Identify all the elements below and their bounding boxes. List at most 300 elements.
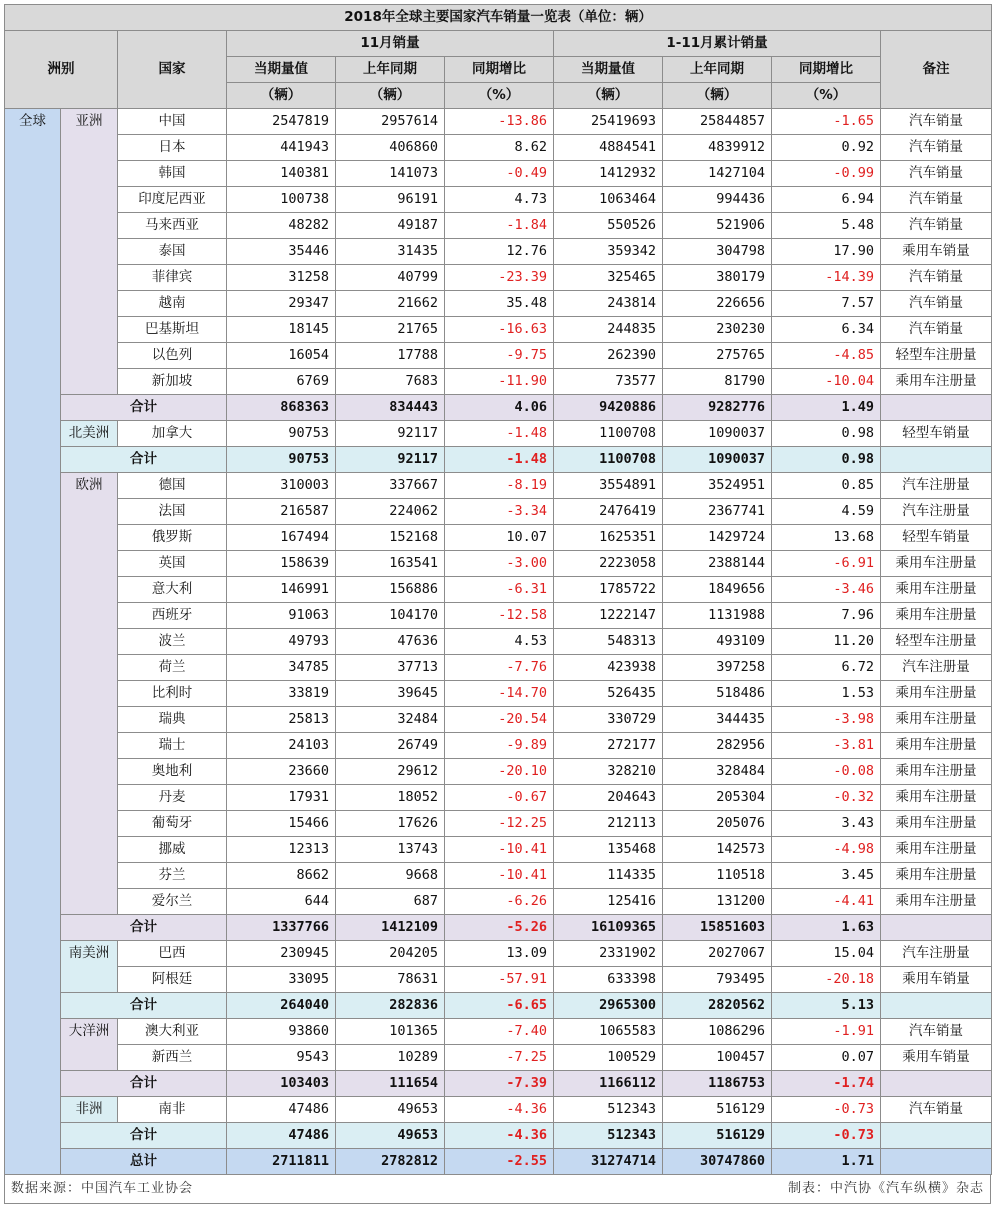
ytd-current-cell: 328210 (554, 759, 663, 785)
nov-current-cell: 93860 (227, 1019, 336, 1045)
notes-cell: 轻型车销量 (881, 525, 992, 551)
subtotal-ytd-current: 2965300 (554, 993, 663, 1019)
country-cell: 菲律宾 (118, 265, 227, 291)
country-cell: 比利时 (118, 681, 227, 707)
nov-yoy-cell: -1.84 (445, 213, 554, 239)
nov-yoy-cell: -12.25 (445, 811, 554, 837)
table-row (5, 811, 992, 837)
ytd-lastyear-cell: 230230 (663, 317, 772, 343)
ytd-yoy-cell: 4.59 (772, 499, 881, 525)
nov-lastyear-cell: 152168 (336, 525, 445, 551)
data-source: 数据来源：中国汽车工业协会 (11, 1181, 194, 1196)
table-row (5, 239, 992, 265)
nov-yoy-cell: -10.41 (445, 837, 554, 863)
ytd-lastyear-cell: 2027067 (663, 941, 772, 967)
subtotal-ytd-current: 1166112 (554, 1071, 663, 1097)
table-row (5, 655, 992, 681)
subtotal-ytd-lastyear: 516129 (663, 1123, 772, 1149)
country-cell: 芬兰 (118, 863, 227, 889)
nov-current-cell: 15466 (227, 811, 336, 837)
global-cell: 全球 (5, 109, 61, 1175)
subtotal-nov-lastyear: 1412109 (336, 915, 445, 941)
country-cell: 丹麦 (118, 785, 227, 811)
ytd-current-unit: （辆） (554, 83, 663, 109)
nov-yoy-cell: -57.91 (445, 967, 554, 993)
nov-current-cell: 18145 (227, 317, 336, 343)
subtotal-notes (881, 915, 992, 941)
notes-cell: 汽车销量 (881, 1097, 992, 1123)
ytd-lastyear-cell: 1849656 (663, 577, 772, 603)
nov-yoy-cell: -7.25 (445, 1045, 554, 1071)
table-header (5, 5, 992, 109)
ytd-current-cell: 135468 (554, 837, 663, 863)
subtotal-ytd-yoy: 0.98 (772, 447, 881, 473)
table-row (5, 577, 992, 603)
ytd-current-cell: 633398 (554, 967, 663, 993)
ytd-lastyear-cell: 793495 (663, 967, 772, 993)
ytd-lastyear-cell: 516129 (663, 1097, 772, 1123)
ytd-current-cell: 25419693 (554, 109, 663, 135)
country-cell: 南非 (118, 1097, 227, 1123)
nov-lastyear-cell: 96191 (336, 187, 445, 213)
ytd-lastyear-cell: 131200 (663, 889, 772, 915)
nov-lastyear-header: 上年同期 (336, 57, 445, 83)
subtotal-notes (881, 447, 992, 473)
nov-yoy-cell: 12.76 (445, 239, 554, 265)
nov-lastyear-cell: 26749 (336, 733, 445, 759)
country-cell: 德国 (118, 473, 227, 499)
ytd-yoy-cell: 7.96 (772, 603, 881, 629)
nov-current-cell: 35446 (227, 239, 336, 265)
ytd-yoy-cell: -0.32 (772, 785, 881, 811)
notes-cell: 汽车销量 (881, 213, 992, 239)
ytd-lastyear-cell: 4839912 (663, 135, 772, 161)
subtotal-ytd-yoy: 1.63 (772, 915, 881, 941)
ytd-current-cell: 1100708 (554, 421, 663, 447)
country-cell: 波兰 (118, 629, 227, 655)
ytd-current-cell: 2331902 (554, 941, 663, 967)
subtotal-nov-current: 1337766 (227, 915, 336, 941)
table-row (5, 109, 992, 135)
notes-cell: 汽车销量 (881, 291, 992, 317)
country-cell: 英国 (118, 551, 227, 577)
table-row (5, 551, 992, 577)
nov-current-cell: 31258 (227, 265, 336, 291)
total-ytd-yoy: 1.71 (772, 1149, 881, 1175)
nov-current-cell: 23660 (227, 759, 336, 785)
nov-yoy-cell: 4.53 (445, 629, 554, 655)
nov-current-unit: （辆） (227, 83, 336, 109)
nov-lastyear-cell: 224062 (336, 499, 445, 525)
ytd-yoy-cell: 0.85 (772, 473, 881, 499)
nov-lastyear-cell: 406860 (336, 135, 445, 161)
ytd-current-cell: 2223058 (554, 551, 663, 577)
nov-lastyear-cell: 31435 (336, 239, 445, 265)
subtotal-nov-current: 90753 (227, 447, 336, 473)
ytd-lastyear-cell: 493109 (663, 629, 772, 655)
ytd-yoy-cell: 15.04 (772, 941, 881, 967)
ytd-lastyear-cell: 205076 (663, 811, 772, 837)
table-row (5, 499, 992, 525)
table-row (5, 421, 992, 447)
nov-yoy-cell: -12.58 (445, 603, 554, 629)
nov-current-cell: 49793 (227, 629, 336, 655)
nov-yoy-cell: -3.34 (445, 499, 554, 525)
country-cell: 韩国 (118, 161, 227, 187)
nov-yoy-cell: 4.73 (445, 187, 554, 213)
ytd-current-cell: 243814 (554, 291, 663, 317)
ytd-lastyear-cell: 2388144 (663, 551, 772, 577)
country-cell: 泰国 (118, 239, 227, 265)
ytd-yoy-cell: 13.68 (772, 525, 881, 551)
ytd-lastyear-cell: 1427104 (663, 161, 772, 187)
nov-yoy-cell: 35.48 (445, 291, 554, 317)
notes-header: 备注 (881, 31, 992, 109)
ytd-lastyear-cell: 25844857 (663, 109, 772, 135)
nov-yoy-cell: -0.67 (445, 785, 554, 811)
ytd-yoy-cell: -20.18 (772, 967, 881, 993)
nov-lastyear-cell: 101365 (336, 1019, 445, 1045)
nov-current-cell: 17931 (227, 785, 336, 811)
ytd-yoy-cell: -3.81 (772, 733, 881, 759)
table-row (5, 941, 992, 967)
table-row (5, 733, 992, 759)
nov-lastyear-cell: 13743 (336, 837, 445, 863)
notes-cell: 汽车注册量 (881, 499, 992, 525)
notes-cell: 乘用车注册量 (881, 759, 992, 785)
ytd-yoy-cell: -1.91 (772, 1019, 881, 1045)
notes-cell: 乘用车注册量 (881, 889, 992, 915)
table-row (5, 863, 992, 889)
subtotal-label: 合计 (61, 447, 227, 473)
subtotal-nov-yoy: -5.26 (445, 915, 554, 941)
total-nov-current: 2711811 (227, 1149, 336, 1175)
country-cell: 马来西亚 (118, 213, 227, 239)
ytd-current-cell: 100529 (554, 1045, 663, 1071)
nov-lastyear-cell: 7683 (336, 369, 445, 395)
nov-group-header: 11月销量 (227, 31, 554, 57)
ytd-lastyear-cell: 1429724 (663, 525, 772, 551)
ytd-current-cell: 204643 (554, 785, 663, 811)
nov-current-cell: 310003 (227, 473, 336, 499)
nov-yoy-cell: -16.63 (445, 317, 554, 343)
country-cell: 澳大利亚 (118, 1019, 227, 1045)
continent-cell: 南美洲 (61, 941, 118, 993)
table-row (5, 785, 992, 811)
country-cell: 挪威 (118, 837, 227, 863)
notes-cell: 乘用车销量 (881, 239, 992, 265)
table-row (5, 135, 992, 161)
ytd-yoy-cell: -3.98 (772, 707, 881, 733)
subtotal-notes (881, 993, 992, 1019)
nov-lastyear-cell: 337667 (336, 473, 445, 499)
ytd-yoy-cell: 0.92 (772, 135, 881, 161)
ytd-current-cell: 512343 (554, 1097, 663, 1123)
ytd-lastyear-cell: 397258 (663, 655, 772, 681)
nov-lastyear-cell: 10289 (336, 1045, 445, 1071)
subtotal-row (5, 447, 992, 473)
ytd-lastyear-cell: 304798 (663, 239, 772, 265)
nov-yoy-cell: 8.62 (445, 135, 554, 161)
nov-current-cell: 230945 (227, 941, 336, 967)
notes-cell: 乘用车注册量 (881, 577, 992, 603)
nov-current-cell: 29347 (227, 291, 336, 317)
nov-current-cell: 47486 (227, 1097, 336, 1123)
ytd-yoy-cell: -0.73 (772, 1097, 881, 1123)
nov-current-cell: 140381 (227, 161, 336, 187)
nov-lastyear-cell: 104170 (336, 603, 445, 629)
notes-cell: 汽车注册量 (881, 941, 992, 967)
nov-lastyear-cell: 78631 (336, 967, 445, 993)
country-cell: 葡萄牙 (118, 811, 227, 837)
table-row (5, 681, 992, 707)
ytd-yoy-cell: 3.45 (772, 863, 881, 889)
nov-yoy-cell: 13.09 (445, 941, 554, 967)
subtotal-ytd-lastyear: 1090037 (663, 447, 772, 473)
country-cell: 加拿大 (118, 421, 227, 447)
nov-lastyear-cell: 37713 (336, 655, 445, 681)
subtotal-nov-yoy: 4.06 (445, 395, 554, 421)
table-footer (4, 1175, 991, 1204)
table-maker: 制表：中汽协《汽车纵横》杂志 (787, 1181, 984, 1196)
ytd-current-header: 当期量值 (554, 57, 663, 83)
ytd-yoy-unit: （%） (772, 83, 881, 109)
nov-lastyear-cell: 29612 (336, 759, 445, 785)
nov-lastyear-cell: 49187 (336, 213, 445, 239)
ytd-current-cell: 212113 (554, 811, 663, 837)
ytd-yoy-cell: 0.07 (772, 1045, 881, 1071)
ytd-current-cell: 3554891 (554, 473, 663, 499)
nov-current-cell: 25813 (227, 707, 336, 733)
subtotal-label: 合计 (61, 915, 227, 941)
nov-current-cell: 24103 (227, 733, 336, 759)
subtotal-nov-yoy: -6.65 (445, 993, 554, 1019)
ytd-yoy-cell: -4.98 (772, 837, 881, 863)
nov-current-cell: 441943 (227, 135, 336, 161)
subtotal-ytd-yoy: 1.49 (772, 395, 881, 421)
subtotal-nov-lastyear: 282836 (336, 993, 445, 1019)
ytd-lastyear-cell: 994436 (663, 187, 772, 213)
subtotal-ytd-lastyear: 2820562 (663, 993, 772, 1019)
subtotal-nov-current: 47486 (227, 1123, 336, 1149)
country-cell: 新加坡 (118, 369, 227, 395)
ytd-lastyear-cell: 1131988 (663, 603, 772, 629)
nov-yoy-cell: -7.40 (445, 1019, 554, 1045)
table-row (5, 1097, 992, 1123)
subtotal-row (5, 915, 992, 941)
notes-cell: 汽车销量 (881, 265, 992, 291)
ytd-yoy-cell: -3.46 (772, 577, 881, 603)
country-cell: 瑞典 (118, 707, 227, 733)
nov-lastyear-cell: 2957614 (336, 109, 445, 135)
ytd-lastyear-cell: 205304 (663, 785, 772, 811)
subtotal-nov-lastyear: 834443 (336, 395, 445, 421)
ytd-yoy-cell: -1.65 (772, 109, 881, 135)
sales-sheet (4, 4, 991, 1204)
ytd-yoy-header: 同期增比 (772, 57, 881, 83)
subtotal-ytd-current: 512343 (554, 1123, 663, 1149)
notes-cell: 轻型车注册量 (881, 629, 992, 655)
continent-cell: 欧洲 (61, 473, 118, 915)
ytd-current-cell: 548313 (554, 629, 663, 655)
nov-yoy-cell: -6.26 (445, 889, 554, 915)
subtotal-label: 合计 (61, 1071, 227, 1097)
notes-cell: 乘用车注册量 (881, 733, 992, 759)
grand-total-row (5, 1149, 992, 1175)
nov-current-cell: 16054 (227, 343, 336, 369)
ytd-current-cell: 325465 (554, 265, 663, 291)
ytd-current-cell: 114335 (554, 863, 663, 889)
nov-current-cell: 216587 (227, 499, 336, 525)
subtotal-ytd-lastyear: 15851603 (663, 915, 772, 941)
nov-lastyear-unit: （辆） (336, 83, 445, 109)
nov-current-cell: 167494 (227, 525, 336, 551)
subtotal-ytd-yoy: -0.73 (772, 1123, 881, 1149)
total-label: 总计 (61, 1149, 227, 1175)
subtotal-row (5, 1123, 992, 1149)
ytd-lastyear-cell: 81790 (663, 369, 772, 395)
ytd-yoy-cell: 6.94 (772, 187, 881, 213)
ytd-yoy-cell: 17.90 (772, 239, 881, 265)
table-row (5, 525, 992, 551)
subtotal-ytd-lastyear: 9282776 (663, 395, 772, 421)
subtotal-notes (881, 1071, 992, 1097)
subtotal-nov-yoy: -7.39 (445, 1071, 554, 1097)
nov-lastyear-cell: 21662 (336, 291, 445, 317)
nov-current-cell: 8662 (227, 863, 336, 889)
table-title: 2018年全球主要国家汽车销量一览表（单位：辆） (5, 5, 992, 31)
nov-lastyear-cell: 21765 (336, 317, 445, 343)
continent-cell: 非洲 (61, 1097, 118, 1123)
table-row (5, 369, 992, 395)
subtotal-ytd-yoy: 5.13 (772, 993, 881, 1019)
ytd-yoy-cell: 5.48 (772, 213, 881, 239)
nov-lastyear-cell: 18052 (336, 785, 445, 811)
subtotal-nov-lastyear: 111654 (336, 1071, 445, 1097)
nov-lastyear-cell: 156886 (336, 577, 445, 603)
ytd-yoy-cell: -0.99 (772, 161, 881, 187)
ytd-lastyear-header: 上年同期 (663, 57, 772, 83)
ytd-yoy-cell: 11.20 (772, 629, 881, 655)
nov-lastyear-cell: 17788 (336, 343, 445, 369)
ytd-lastyear-cell: 1086296 (663, 1019, 772, 1045)
table-body (5, 109, 992, 1175)
notes-cell: 汽车销量 (881, 1019, 992, 1045)
ytd-current-cell: 1063464 (554, 187, 663, 213)
notes-cell: 乘用车销量 (881, 1045, 992, 1071)
ytd-lastyear-cell: 328484 (663, 759, 772, 785)
country-cell: 荷兰 (118, 655, 227, 681)
subtotal-notes (881, 1123, 992, 1149)
notes-cell: 汽车销量 (881, 135, 992, 161)
nov-yoy-cell: -1.48 (445, 421, 554, 447)
country-cell: 新西兰 (118, 1045, 227, 1071)
total-nov-lastyear: 2782812 (336, 1149, 445, 1175)
nov-yoy-cell: -6.31 (445, 577, 554, 603)
notes-cell: 乘用车销量 (881, 967, 992, 993)
table-row (5, 1045, 992, 1071)
country-cell: 法国 (118, 499, 227, 525)
ytd-current-cell: 359342 (554, 239, 663, 265)
ytd-lastyear-cell: 226656 (663, 291, 772, 317)
table-row (5, 707, 992, 733)
nov-current-cell: 33095 (227, 967, 336, 993)
nov-current-cell: 2547819 (227, 109, 336, 135)
table-row (5, 213, 992, 239)
total-notes (881, 1149, 992, 1175)
country-cell: 日本 (118, 135, 227, 161)
nov-current-cell: 9543 (227, 1045, 336, 1071)
country-cell: 西班牙 (118, 603, 227, 629)
ytd-current-cell: 4884541 (554, 135, 663, 161)
notes-cell: 轻型车注册量 (881, 343, 992, 369)
subtotal-nov-current: 868363 (227, 395, 336, 421)
nov-current-cell: 644 (227, 889, 336, 915)
table-row (5, 759, 992, 785)
nov-yoy-cell: -13.86 (445, 109, 554, 135)
ytd-current-cell: 330729 (554, 707, 663, 733)
ytd-yoy-cell: -10.04 (772, 369, 881, 395)
ytd-current-cell: 1625351 (554, 525, 663, 551)
country-cell: 瑞士 (118, 733, 227, 759)
nov-yoy-cell: -4.36 (445, 1097, 554, 1123)
continent-cell: 北美洲 (61, 421, 118, 447)
table-row (5, 187, 992, 213)
notes-cell: 汽车销量 (881, 187, 992, 213)
total-ytd-lastyear: 30747860 (663, 1149, 772, 1175)
nov-lastyear-cell: 9668 (336, 863, 445, 889)
notes-cell: 乘用车注册量 (881, 603, 992, 629)
subtotal-nov-lastyear: 49653 (336, 1123, 445, 1149)
table-row (5, 161, 992, 187)
nov-yoy-cell: -20.54 (445, 707, 554, 733)
ytd-yoy-cell: 6.34 (772, 317, 881, 343)
nov-lastyear-cell: 17626 (336, 811, 445, 837)
ytd-lastyear-cell: 3524951 (663, 473, 772, 499)
notes-cell: 汽车销量 (881, 161, 992, 187)
sales-table (4, 4, 992, 1175)
nov-yoy-unit: （%） (445, 83, 554, 109)
ytd-current-cell: 2476419 (554, 499, 663, 525)
ytd-yoy-cell: 6.72 (772, 655, 881, 681)
table-row (5, 265, 992, 291)
nov-current-cell: 33819 (227, 681, 336, 707)
ytd-current-cell: 1222147 (554, 603, 663, 629)
subtotal-label: 合计 (61, 395, 227, 421)
subtotal-ytd-current: 1100708 (554, 447, 663, 473)
nov-lastyear-cell: 40799 (336, 265, 445, 291)
nov-lastyear-cell: 47636 (336, 629, 445, 655)
nov-yoy-cell: -0.49 (445, 161, 554, 187)
notes-cell: 乘用车注册量 (881, 837, 992, 863)
ytd-lastyear-cell: 521906 (663, 213, 772, 239)
subtotal-row (5, 395, 992, 421)
ytd-current-cell: 262390 (554, 343, 663, 369)
notes-cell: 汽车注册量 (881, 655, 992, 681)
nov-yoy-cell: -9.89 (445, 733, 554, 759)
ytd-current-cell: 1065583 (554, 1019, 663, 1045)
notes-cell: 乘用车注册量 (881, 681, 992, 707)
subtotal-notes (881, 395, 992, 421)
country-header: 国家 (118, 31, 227, 109)
ytd-current-cell: 244835 (554, 317, 663, 343)
ytd-current-cell: 526435 (554, 681, 663, 707)
nov-yoy-cell: -9.75 (445, 343, 554, 369)
nov-current-cell: 146991 (227, 577, 336, 603)
ytd-current-cell: 1785722 (554, 577, 663, 603)
nov-yoy-cell: -8.19 (445, 473, 554, 499)
nov-yoy-header: 同期增比 (445, 57, 554, 83)
